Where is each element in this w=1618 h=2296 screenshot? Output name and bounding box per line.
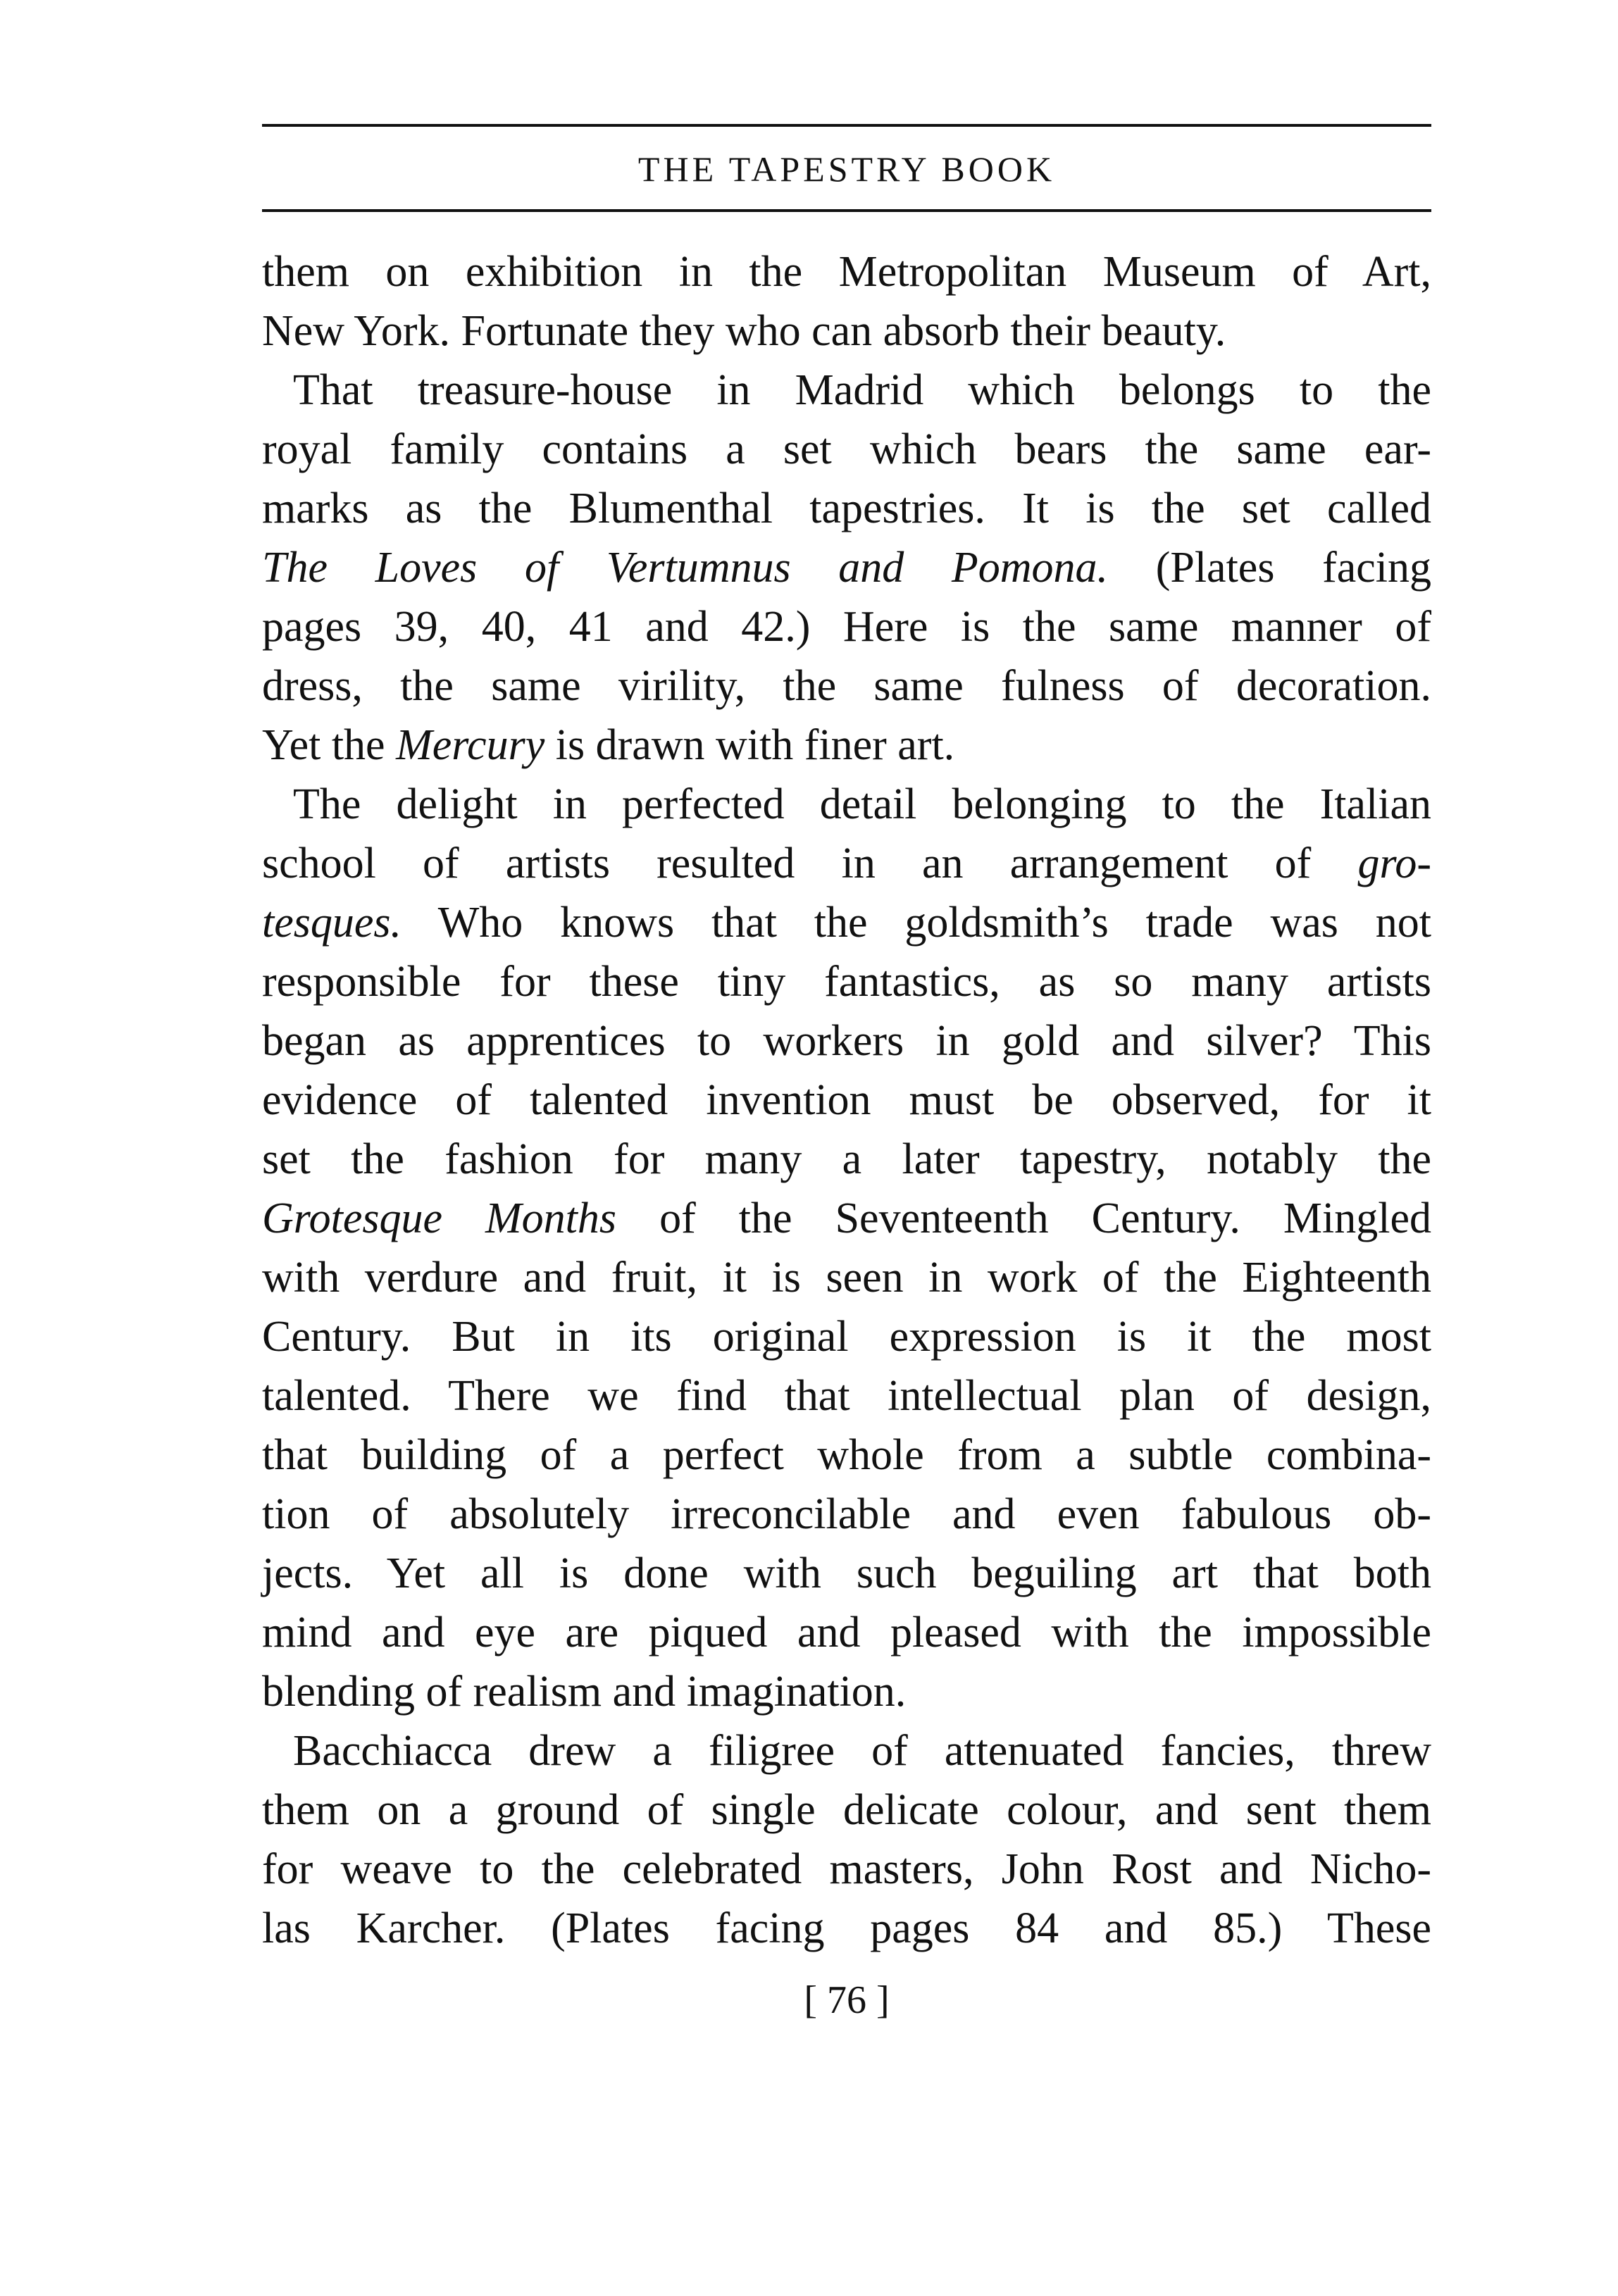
text-line: for weave to the celebrated masters, John Rost and Nicho- bbox=[262, 1845, 1431, 1893]
text-line: with verdure and fruit, it is seen in work of the Eighteenth bbox=[262, 1254, 1431, 1302]
page-number: [ 76 ] bbox=[804, 1978, 890, 2022]
text-line: set the fashion for many a later tapestry, notably the bbox=[262, 1135, 1431, 1183]
text-line: Bacchiacca drew a filigree of attenuated fancies, threw bbox=[293, 1727, 1431, 1775]
text-line: mind and eye are piqued and pleased with the impossible bbox=[262, 1609, 1431, 1657]
text-line: that building of a perfect whole from a subtle combina- bbox=[262, 1431, 1431, 1479]
text-line: them on a ground of single delicate colour, and sent them bbox=[262, 1786, 1431, 1834]
text-line: Century. But in its original expression is it the most bbox=[262, 1313, 1431, 1361]
body-text bbox=[262, 242, 1431, 1958]
text-line: The delight in perfected detail belonging to the Italian bbox=[293, 780, 1431, 828]
text-line: school of artists resulted in an arrangement of gro- bbox=[262, 840, 1431, 887]
text-line: las Karcher. (Plates facing pages 84 and 85.) These bbox=[262, 1904, 1431, 1952]
header-rule-bottom bbox=[262, 209, 1431, 212]
text-line: Grotesque Months of the Seventeenth Century. Mingled bbox=[262, 1194, 1431, 1242]
text-line: dress, the same virility, the same fulness of decoration. bbox=[262, 662, 1431, 710]
text-line: marks as the Blumenthal tapestries. It is the set called bbox=[262, 485, 1431, 532]
text-line: The Loves of Vertumnus and Pomona. (Plates facing bbox=[262, 544, 1431, 592]
text-line: tesques. Who knows that the goldsmith’s trade was not bbox=[262, 899, 1431, 947]
header-rule-top bbox=[262, 124, 1431, 127]
text-line: jects. Yet all is done with such beguiling art that both bbox=[262, 1549, 1431, 1597]
text-line: them on exhibition in the Metropolitan Museum of Art, bbox=[262, 248, 1431, 296]
text-line: began as apprentices to workers in gold and silver? This bbox=[262, 1017, 1431, 1065]
running-head: THE TAPESTRY BOOK bbox=[637, 149, 1056, 189]
text-line: royal family contains a set which bears the same ear- bbox=[262, 425, 1431, 473]
text-line: talented. There we find that intellectual plan of design, bbox=[262, 1372, 1431, 1420]
text-line: tion of absolutely irreconcilable and even fabulous ob- bbox=[262, 1490, 1431, 1538]
text-line: Yet the Mercury is drawn with finer art. bbox=[262, 721, 955, 769]
text-line: evidence of talented invention must be observed, for it bbox=[262, 1076, 1431, 1124]
text-line: responsible for these tiny fantastics, as so many artists bbox=[262, 958, 1431, 1006]
text-line: That treasure-house in Madrid which belongs to the bbox=[293, 366, 1431, 414]
text-line: New York. Fortunate they who can absorb their beauty. bbox=[262, 307, 1226, 355]
text-line: blending of realism and imagination. bbox=[262, 1668, 907, 1716]
text-line: pages 39, 40, 41 and 42.) Here is the same manner of bbox=[262, 603, 1431, 651]
